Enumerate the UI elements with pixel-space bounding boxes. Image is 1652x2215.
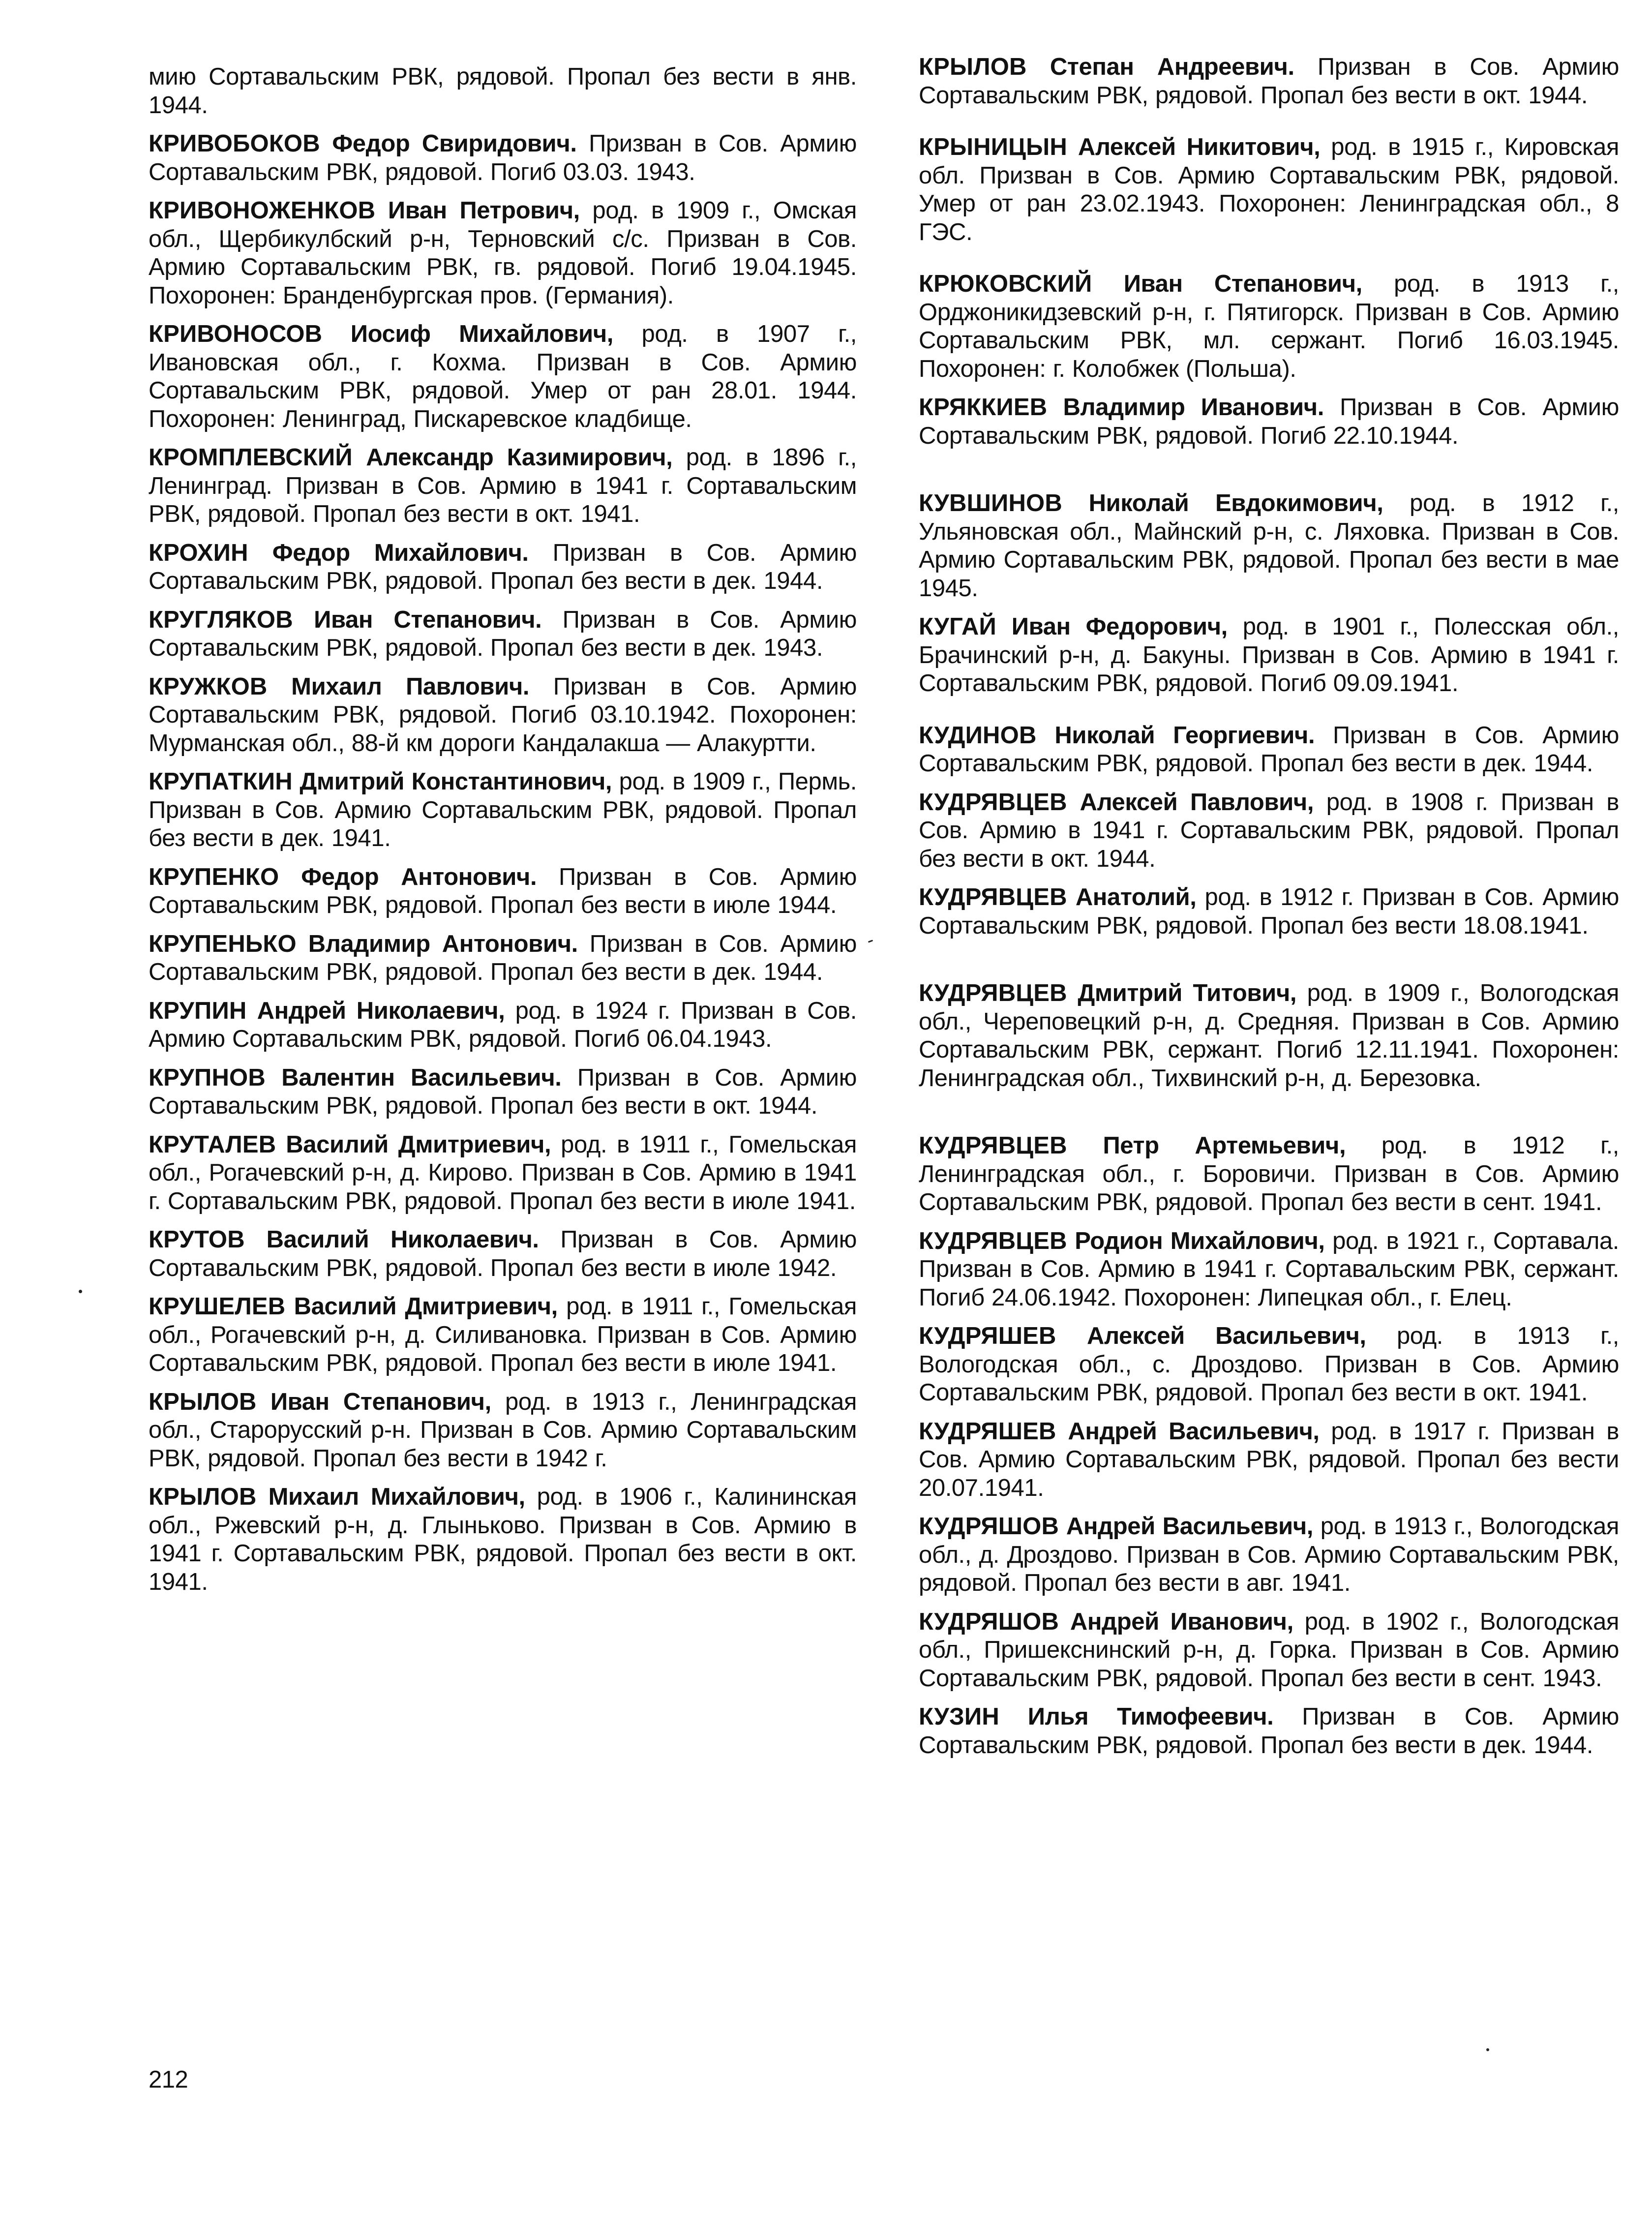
entry-kudinov [919, 722, 1619, 778]
entry-text: Призван в Сов. Армию Сортавальским РВК, рядовой. Пропал без вести в дек. 1943. [149, 606, 857, 661]
entry-krylov-stepan [919, 53, 1619, 110]
entry-krivonosov [149, 320, 857, 433]
entry-text: род. в 1912 г. Призван в Сов. Армию Сортавальским РВК, рядовой. Пропал без вести 18.08.1941. [919, 884, 1619, 939]
entry-text: Призван в Сов. Армию Сортавальским РВК, рядовой. Пропал без вести в дек. 1944. [919, 722, 1620, 777]
left-column [149, 63, 857, 1607]
entry-surname: КУГАЙ [919, 613, 996, 640]
entry-surname: КУДИНОВ [919, 722, 1037, 749]
entry-surname: КУЗИН [919, 1703, 999, 1730]
entry-krupenko-vladimir [149, 930, 857, 987]
entry-given-name: Иван Федорович, [1011, 613, 1228, 640]
entry-kudryavtsev-petr [919, 1132, 1619, 1217]
entry-text: род. в 1896 г., Ленинград. Призван в Сов. Армию в 1941 г. Сортавальским РВК, рядовой. Пропал без вести в окт. 1941. [149, 444, 857, 527]
entry-given-name: Александр Казимирович, [366, 444, 673, 471]
entry-given-name: Петр Артемьевич, [1103, 1132, 1346, 1159]
entry-surname: КРЫЛОВ [149, 1388, 257, 1415]
entry-text: род. в 1909 г., Вологодская обл., Череповецкий р-н, д. Средняя. Призван в Сов. Армию Сортавальским РВК, сержант. Погиб 12.11.1941. Похоронен: Ленинградская обл., Тихвинский р-н, д. Березовка. [919, 980, 1619, 1092]
entry-text: род. в 1912 г., Ульяновская обл., Майнский р-н, с. Ляховка. Призван в Сов. Армию Сортавальским РВК, рядовой. Пропал без вести в мае 1945. [919, 490, 1619, 602]
entry-given-name: Андрей Васильевич, [1066, 1513, 1313, 1540]
entry-text: род. в 1901 г., Полесская обл., Брачинский р-н, д. Бакуны. Призван в Сов. Армию в 1941 г. Сортавальским РВК, рядовой. Погиб 09.09.1941. [919, 613, 1620, 697]
entry-surname: КУДРЯВЦЕВ [919, 789, 1067, 816]
entry-text: род. в 1907 г., Ивановская обл., г. Кохма. Призван в Сов. Армию Сортавальским РВК, рядовой. Умер от ран 28.01. 1944. Похоронен: Ленинград, Пискаревское кладбище. [149, 321, 857, 432]
entry-text: род. в 1924 г. Призван в Сов. Армию Сортавальским РВК, рядовой. Погиб 06.04.1943. [149, 997, 857, 1052]
entry-surname: КУДРЯВЦЕВ [919, 884, 1067, 910]
entry-text: род. в 1913 г., Вологодская обл., д. Дроздово. Призван в Сов. Армию Сортавальским РВК, рядовой. Пропал без вести в авг. 1941. [919, 1513, 1619, 1596]
entry-krynitsyn [919, 133, 1619, 246]
entry-krutov [149, 1226, 857, 1282]
entry-given-name: Иван Петрович, [388, 197, 580, 224]
entry-kugay [919, 613, 1619, 698]
entry-continued [149, 63, 857, 120]
entry-given-name: Василий Дмитриевич, [294, 1293, 558, 1320]
entry-given-name: Иван Степанович, [270, 1388, 491, 1415]
entry-given-name: Иван Степанович, [1123, 271, 1362, 297]
entry-text: род. в 1913 г., Орджоникидзевский р-н, г. Пятигорск. Призван в Сов. Армию Сортавальским РВК, мл. сержант. Погиб 16.03.1945. Похоронен: г. Колобжек (Польша). [919, 271, 1620, 382]
entry-text: род. в 1913 г., Ленинградская обл., Старорусский р-н. Призван в Сов. Армию Сортавальским РВК, рядовой. Пропал без вести в 1942 г. [149, 1388, 857, 1472]
entry-surname: КУДРЯШЕВ [919, 1323, 1056, 1349]
entry-krivobokov [149, 130, 857, 186]
entry-kuzin [919, 1703, 1619, 1760]
entry-surname: КРЫНИЦЫН [919, 134, 1067, 160]
entry-kruzhkov [149, 673, 857, 758]
entry-text: Призван в Сов. Армию Сортавальским РВК, рядовой. Пропал без вести в дек. 1944. [149, 539, 857, 594]
entry-text: Призван в Сов. Армию Сортавальским РВК, рядовой. Пропал без вести в окт. 1944. [149, 1064, 857, 1119]
entry-surname: КРУПАТКИН [149, 768, 293, 795]
entry-kudryavtsev-rodion [919, 1227, 1619, 1312]
entry-surname: КРУГЛЯКОВ [149, 606, 293, 633]
entry-given-name: Андрей Иванович, [1070, 1608, 1293, 1635]
entry-text: Призван в Сов. Армию Сортавальским РВК, рядовой. Пропал без вести в июле 1942. [149, 1226, 857, 1281]
entry-text: род. в 1915 г., Кировская обл. Призван в Сов. Армию Сортавальским РВК, рядовой. Умер от ран 23.02.1943. Похоронен: Ленинградская обл., 8 ГЭС. [919, 134, 1619, 245]
entry-surname: КРИВОНОЖЕНКОВ [149, 197, 376, 224]
entry-text: род. в 1913 г., Вологодская обл., с. Дроздово. Призван в Сов. Армию Сортавальским РВК, рядовой. Пропал без вести в окт. 1941. [919, 1323, 1619, 1406]
entry-surname: КРУПЕНКО [149, 863, 279, 890]
entry-surname: КУВШИНОВ [919, 490, 1062, 516]
entry-text: род. в 1911 г., Гомельская обл., Рогачевский р-н, д. Кирово. Призван в Сов. Армию в 1941 г. Сортавальским РВК, рядовой. Пропал без вести в июле 1941. [149, 1131, 857, 1214]
entry-text: Призван в Сов. Армию Сортавальским РВК, рядовой. Пропал без вести в дек. 1944. [919, 1703, 1619, 1759]
entry-kudryashov-andrey-i [919, 1608, 1619, 1693]
scan-speck [1486, 2048, 1489, 2051]
entry-text: род. в 1902 г., Вологодская обл., Пришекснинский р-н, д. Горка. Призван в Сов. Армию Сортавальским РВК, рядовой. Пропал без вести в сент. 1943. [919, 1608, 1619, 1692]
entry-surname: КРОМПЛЕВСКИЙ [149, 444, 353, 471]
entry-kudryavtsev-aleksey [919, 789, 1619, 874]
entry-text: род. в 1909 г., Пермь. Призван в Сов. Армию Сортавальским РВК, рядовой. Пропал без вести в дек. 1941. [149, 768, 857, 851]
entry-surname: КУДРЯВЦЕВ [919, 1132, 1067, 1159]
entry-given-name: Алексей Павлович, [1080, 789, 1314, 816]
entry-given-name: Валентин Васильевич. [281, 1064, 562, 1091]
entry-kruglyakov [149, 606, 857, 663]
entry-surname: КРУШЕЛЕВ [149, 1293, 286, 1320]
entry-given-name: Дмитрий Константинович, [300, 768, 612, 795]
entry-surname: КРУТОВ [149, 1226, 245, 1253]
entry-surname: КУДРЯВЦЕВ [919, 980, 1067, 1006]
scan-speck [79, 1290, 82, 1293]
entry-surname: КУДРЯШЕВ [919, 1418, 1056, 1445]
entry-krivonozhenkov [149, 197, 857, 310]
entry-krupin [149, 997, 857, 1054]
entry-given-name: Алексей Никитович, [1078, 134, 1321, 160]
entry-surname: КУДРЯШОВ [919, 1608, 1059, 1635]
entry-text: род. в 1911 г., Гомельская обл., Рогачевский р-н, д. Силивановка. Призван в Сов. Армию Сортавальским РВК, рядовой. Пропал без вести в июле 1941. [149, 1293, 857, 1376]
entry-text: Призван в Сов. Армию Сортавальским РВК, рядовой. Погиб 03.10.1942. Похоронен: Мурманская обл., 88-й км дороги Кандалакша — Алакуртти. [149, 673, 857, 757]
entry-text: Призван в Сов. Армию Сортавальским РВК, рядовой. Пропал без вести в дек. 1944. [149, 930, 857, 985]
entry-given-name: Николай Георгиевич. [1054, 722, 1315, 749]
entry-kudryavtsev-dmitry [919, 979, 1619, 1092]
entry-surname: КРЮКОВСКИЙ [919, 271, 1092, 297]
entry-given-name: Николай Евдокимович, [1088, 490, 1383, 516]
entry-kudryavtsev-anatoly [919, 883, 1619, 940]
entry-krylov-ivan [149, 1388, 857, 1473]
entry-given-name: Илья Тимофеевич. [1027, 1703, 1274, 1730]
entry-text: Призван в Сов. Армию Сортавальским РВК, рядовой. Пропал без вести в окт. 1944. [919, 54, 1619, 109]
entry-given-name: Алексей Васильевич, [1086, 1323, 1366, 1349]
page-number: 212 [149, 2066, 188, 2093]
entry-text: Призван в Сов. Армию Сортавальским РВК, рядовой. Пропал без вести в июле 1944. [149, 863, 857, 918]
entry-surname: КУДРЯШОВ [919, 1513, 1059, 1540]
entry-text: Призван в Сов. Армию Сортавальским РВК, рядовой. Погиб 22.10.1944. [919, 394, 1619, 449]
entry-given-name: Владимир Антонович. [308, 930, 578, 957]
entry-given-name: Иосиф Михайлович, [350, 321, 613, 347]
entry-given-name: Родион Михайлович, [1075, 1227, 1325, 1254]
entry-surname: КРИВОБОКОВ [149, 130, 320, 157]
entry-surname: КРЫЛОВ [919, 54, 1027, 80]
entry-surname: КРУТАЛЕВ [149, 1131, 276, 1158]
entry-given-name: Андрей Николаевич, [257, 997, 505, 1024]
entry-surname: КРУПИН [149, 997, 247, 1024]
entry-given-name: Михаил Михайлович, [268, 1484, 525, 1510]
entry-kudryashev-andrey [919, 1418, 1619, 1503]
entry-given-name: Федор Михайлович. [272, 539, 529, 566]
entry-kudryashev-aleksey [919, 1322, 1619, 1407]
entry-text: род. в 1908 г. Призван в Сов. Армию в 1941 г. Сортавальским РВК, рядовой. Пропал без вести в окт. 1944. [919, 789, 1619, 872]
entry-text: мию Сортавальским РВК, рядовой. Пропал без вести в янв. 1944. [149, 63, 857, 119]
entry-kuvshinov [919, 489, 1619, 603]
entry-kudryashov-andrey-v [919, 1513, 1619, 1598]
entry-surname: КРУПЕНЬКО [149, 930, 297, 957]
entry-surname: КУДРЯВЦЕВ [919, 1227, 1067, 1254]
entry-krylov-mikhail [149, 1483, 857, 1596]
entry-surname: КРУЖКОВ [149, 673, 268, 700]
entry-surname: КРЫЛОВ [149, 1484, 257, 1510]
entry-given-name: Степан Андреевич. [1050, 54, 1294, 80]
entry-surname: КРУПНОВ [149, 1064, 266, 1091]
entry-text: Призван в Сов. Армию Сортавальским РВК, рядовой. Погиб 03.03. 1943. [149, 130, 857, 185]
entry-given-name: Федор Свиридович. [332, 130, 577, 157]
entry-krupatkin [149, 768, 857, 853]
entry-krokhin [149, 539, 857, 596]
entry-given-name: Дмитрий Титович, [1078, 980, 1297, 1006]
right-column [919, 53, 1619, 1770]
entry-kryakkiev [919, 394, 1619, 450]
entry-krupenko [149, 863, 857, 920]
entry-given-name: Андрей Васильевич, [1068, 1418, 1320, 1445]
entry-text: род. в 1917 г. Призван в Сов. Армию Сортавальским РВК, рядовой. Пропал без вести 20.07.1941. [919, 1418, 1619, 1501]
entry-given-name: Анатолий, [1075, 884, 1197, 910]
entry-text: род. в 1906 г., Калининская обл., Ржевский р-н, д. Глыньково. Призван в Сов. Армию в 1941 г. Сортавальским РВК, рядовой. Пропал без вести в окт. 1941. [149, 1484, 857, 1595]
scan-speck [868, 940, 873, 942]
entry-given-name: Владимир Иванович. [1063, 394, 1324, 421]
entry-kryukovsky [919, 270, 1619, 383]
entry-given-name: Иван Степанович. [314, 606, 542, 633]
entry-given-name: Василий Дмитриевич, [286, 1131, 551, 1158]
entry-krupnov [149, 1064, 857, 1121]
entry-krutalev [149, 1131, 857, 1216]
entry-given-name: Михаил Павлович. [291, 673, 530, 700]
entry-given-name: Василий Николаевич. [266, 1226, 539, 1253]
entry-surname: КРЯККИЕВ [919, 394, 1048, 421]
entry-text: род. в 1909 г., Омская обл., Щербикулбский р-н, Терновский с/с. Призван в Сов. Армию Сортавальским РВК, гв. рядовой. Погиб 19.04.1945. Похоронен: Бранденбургская пров. (Германия). [149, 197, 857, 309]
entry-surname: КРИВОНОСОВ [149, 321, 323, 347]
entry-surname: КРОХИН [149, 539, 248, 566]
entry-text: род. в 1921 г., Сортавала. Призван в Сов. Армию в 1941 г. Сортавальским РВК, сержант. Погиб 24.06.1942. Похоронен: Липецкая обл., г. Елец. [919, 1227, 1620, 1311]
entry-given-name: Федор Антонович. [301, 863, 537, 890]
entry-kromplevsky [149, 444, 857, 529]
entry-text: род. в 1912 г., Ленинградская обл., г. Боровичи. Призван в Сов. Армию Сортавальским РВК, рядовой. Пропал без вести в сент. 1941. [919, 1132, 1619, 1215]
entry-krushelev [149, 1293, 857, 1378]
